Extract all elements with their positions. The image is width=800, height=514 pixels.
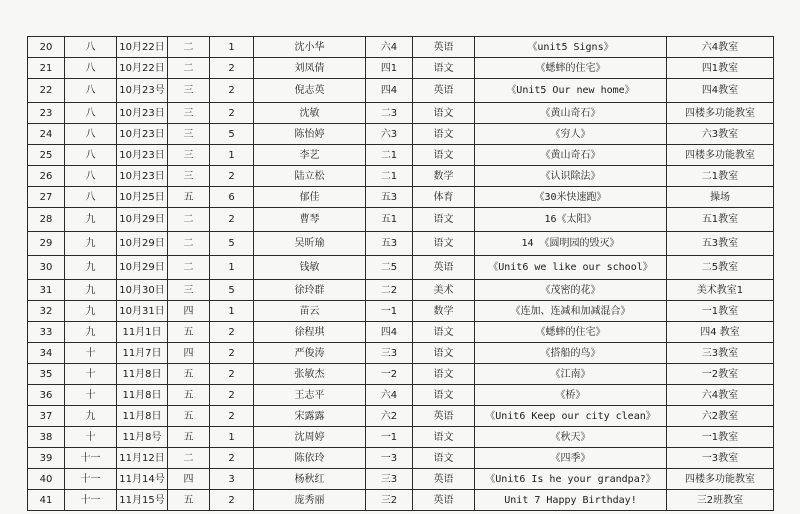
week-cell: 九 bbox=[65, 256, 117, 280]
week-cell: 九 bbox=[65, 280, 117, 301]
table-row bbox=[28, 58, 774, 79]
week-cell: 八 bbox=[65, 79, 117, 103]
date-cell: 11月8日 bbox=[117, 385, 168, 406]
classroom-cell: 三2班教室 bbox=[667, 490, 774, 511]
subject-cell: 语文 bbox=[413, 448, 475, 469]
period-cell: 1 bbox=[210, 37, 254, 58]
lesson-title-cell: 《连加、连减和加减混合》 bbox=[475, 301, 667, 322]
row-number-cell: 21 bbox=[28, 58, 65, 79]
subject-cell: 英语 bbox=[413, 490, 475, 511]
lesson-title-cell: 《穷人》 bbox=[475, 124, 667, 145]
lesson-title-cell: 16《太阳》 bbox=[475, 208, 667, 232]
week-cell: 八 bbox=[65, 37, 117, 58]
weekday-cell: 四 bbox=[168, 301, 210, 322]
period-cell: 1 bbox=[210, 256, 254, 280]
class-cell: 二1 bbox=[366, 145, 413, 166]
class-cell: 四4 bbox=[366, 79, 413, 103]
subject-cell: 英语 bbox=[413, 79, 475, 103]
subject-cell: 语文 bbox=[413, 124, 475, 145]
class-cell: 三3 bbox=[366, 343, 413, 364]
lesson-title-cell: 《四季》 bbox=[475, 448, 667, 469]
classroom-cell: 四4教室 bbox=[667, 79, 774, 103]
subject-cell: 语文 bbox=[413, 385, 475, 406]
teacher-cell: 王志平 bbox=[254, 385, 366, 406]
weekday-cell: 三 bbox=[168, 79, 210, 103]
weekday-cell: 三 bbox=[168, 124, 210, 145]
row-number-cell: 33 bbox=[28, 322, 65, 343]
table-row bbox=[28, 124, 774, 145]
class-cell: 二1 bbox=[366, 166, 413, 187]
teacher-cell: 李艺 bbox=[254, 145, 366, 166]
teacher-cell: 刘凤倩 bbox=[254, 58, 366, 79]
class-cell: 六4 bbox=[366, 385, 413, 406]
classroom-cell: 六4教室 bbox=[667, 37, 774, 58]
week-cell: 八 bbox=[65, 124, 117, 145]
class-cell: 五3 bbox=[366, 232, 413, 256]
lesson-title-cell: 《Unit6 Keep our city clean》 bbox=[475, 406, 667, 427]
week-cell: 十 bbox=[65, 385, 117, 406]
week-cell: 十 bbox=[65, 364, 117, 385]
week-cell: 十 bbox=[65, 427, 117, 448]
period-cell: 3 bbox=[210, 469, 254, 490]
class-cell: 五1 bbox=[366, 208, 413, 232]
subject-cell: 英语 bbox=[413, 256, 475, 280]
period-cell: 2 bbox=[210, 364, 254, 385]
weekday-cell: 四 bbox=[168, 469, 210, 490]
weekday-cell: 五 bbox=[168, 322, 210, 343]
row-number-cell: 40 bbox=[28, 469, 65, 490]
week-cell: 九 bbox=[65, 406, 117, 427]
date-cell: 10月23日 bbox=[117, 103, 168, 124]
teacher-cell: 杨秋红 bbox=[254, 469, 366, 490]
teacher-cell: 陈怡婷 bbox=[254, 124, 366, 145]
row-number-cell: 23 bbox=[28, 103, 65, 124]
table-row bbox=[28, 79, 774, 103]
classroom-cell: 四楼多功能教室 bbox=[667, 469, 774, 490]
weekday-cell: 三 bbox=[168, 166, 210, 187]
class-cell: 四4 bbox=[366, 322, 413, 343]
weekday-cell: 五 bbox=[168, 187, 210, 208]
date-cell: 10月25日 bbox=[117, 187, 168, 208]
date-cell: 10月31日 bbox=[117, 301, 168, 322]
table-row bbox=[28, 427, 774, 448]
classroom-cell: 三3教室 bbox=[667, 343, 774, 364]
week-cell: 九 bbox=[65, 232, 117, 256]
classroom-cell: 美术教室1 bbox=[667, 280, 774, 301]
week-cell: 八 bbox=[65, 103, 117, 124]
date-cell: 10月23日 bbox=[117, 166, 168, 187]
lesson-title-cell: 《30米快速跑》 bbox=[475, 187, 667, 208]
classroom-cell: 一3教室 bbox=[667, 448, 774, 469]
date-cell: 10月22日 bbox=[117, 37, 168, 58]
period-cell: 2 bbox=[210, 448, 254, 469]
period-cell: 1 bbox=[210, 145, 254, 166]
class-cell: 六3 bbox=[366, 124, 413, 145]
teacher-cell: 沈敏 bbox=[254, 103, 366, 124]
teacher-cell: 苗云 bbox=[254, 301, 366, 322]
date-cell: 11月8日 bbox=[117, 364, 168, 385]
date-cell: 11月14号 bbox=[117, 469, 168, 490]
classroom-cell: 四1教室 bbox=[667, 58, 774, 79]
teacher-cell: 张敏杰 bbox=[254, 364, 366, 385]
row-number-cell: 35 bbox=[28, 364, 65, 385]
subject-cell: 语文 bbox=[413, 103, 475, 124]
teacher-cell: 沈小华 bbox=[254, 37, 366, 58]
lesson-title-cell: 《秋天》 bbox=[475, 427, 667, 448]
row-number-cell: 41 bbox=[28, 490, 65, 511]
row-number-cell: 36 bbox=[28, 385, 65, 406]
date-cell: 10月23号 bbox=[117, 79, 168, 103]
class-cell: 一3 bbox=[366, 448, 413, 469]
row-number-cell: 38 bbox=[28, 427, 65, 448]
weekday-cell: 五 bbox=[168, 490, 210, 511]
table-row bbox=[28, 256, 774, 280]
subject-cell: 语文 bbox=[413, 145, 475, 166]
row-number-cell: 39 bbox=[28, 448, 65, 469]
class-cell: 二5 bbox=[366, 256, 413, 280]
date-cell: 11月8日 bbox=[117, 406, 168, 427]
date-cell: 11月12日 bbox=[117, 448, 168, 469]
week-cell: 八 bbox=[65, 187, 117, 208]
row-number-cell: 28 bbox=[28, 208, 65, 232]
classroom-cell: 五3教室 bbox=[667, 232, 774, 256]
teacher-cell: 钱敏 bbox=[254, 256, 366, 280]
subject-cell: 美术 bbox=[413, 280, 475, 301]
period-cell: 1 bbox=[210, 427, 254, 448]
subject-cell: 数学 bbox=[413, 301, 475, 322]
teacher-cell: 严俊涛 bbox=[254, 343, 366, 364]
period-cell: 5 bbox=[210, 232, 254, 256]
period-cell: 2 bbox=[210, 406, 254, 427]
table-row bbox=[28, 364, 774, 385]
table-row bbox=[28, 490, 774, 511]
weekday-cell: 二 bbox=[168, 208, 210, 232]
period-cell: 5 bbox=[210, 124, 254, 145]
class-cell: 五3 bbox=[366, 187, 413, 208]
weekday-cell: 五 bbox=[168, 385, 210, 406]
row-number-cell: 30 bbox=[28, 256, 65, 280]
teacher-cell: 郁佳 bbox=[254, 187, 366, 208]
period-cell: 2 bbox=[210, 385, 254, 406]
weekday-cell: 二 bbox=[168, 37, 210, 58]
lesson-title-cell: 《蟋蟀的住宅》 bbox=[475, 322, 667, 343]
table-row bbox=[28, 145, 774, 166]
lesson-title-cell: 《江南》 bbox=[475, 364, 667, 385]
class-cell: 一1 bbox=[366, 301, 413, 322]
lesson-title-cell: 《黄山奇石》 bbox=[475, 103, 667, 124]
table-row bbox=[28, 166, 774, 187]
teacher-cell: 宋露露 bbox=[254, 406, 366, 427]
row-number-cell: 26 bbox=[28, 166, 65, 187]
subject-cell: 英语 bbox=[413, 37, 475, 58]
table-row bbox=[28, 469, 774, 490]
class-cell: 三2 bbox=[366, 490, 413, 511]
subject-cell: 英语 bbox=[413, 406, 475, 427]
classroom-cell: 四楼多功能教室 bbox=[667, 145, 774, 166]
class-cell: 一1 bbox=[366, 427, 413, 448]
period-cell: 5 bbox=[210, 280, 254, 301]
subject-cell: 语文 bbox=[413, 232, 475, 256]
table-row bbox=[28, 301, 774, 322]
weekday-cell: 三 bbox=[168, 280, 210, 301]
date-cell: 11月1日 bbox=[117, 322, 168, 343]
period-cell: 6 bbox=[210, 187, 254, 208]
period-cell: 2 bbox=[210, 343, 254, 364]
weekday-cell: 五 bbox=[168, 364, 210, 385]
table-row bbox=[28, 448, 774, 469]
open-class-schedule-table bbox=[27, 36, 774, 511]
lesson-title-cell: 《桥》 bbox=[475, 385, 667, 406]
row-number-cell: 20 bbox=[28, 37, 65, 58]
week-cell: 十 bbox=[65, 343, 117, 364]
week-cell: 十一 bbox=[65, 490, 117, 511]
row-number-cell: 31 bbox=[28, 280, 65, 301]
date-cell: 10月23日 bbox=[117, 124, 168, 145]
table-row bbox=[28, 37, 774, 58]
table-row bbox=[28, 232, 774, 256]
classroom-cell: 操场 bbox=[667, 187, 774, 208]
row-number-cell: 25 bbox=[28, 145, 65, 166]
lesson-title-cell: 《茂密的花》 bbox=[475, 280, 667, 301]
weekday-cell: 三 bbox=[168, 103, 210, 124]
row-number-cell: 37 bbox=[28, 406, 65, 427]
lesson-title-cell: 《搭船的鸟》 bbox=[475, 343, 667, 364]
row-number-cell: 22 bbox=[28, 79, 65, 103]
schedule-rows bbox=[28, 37, 774, 511]
date-cell: 10月29日 bbox=[117, 208, 168, 232]
lesson-title-cell: 14 《圆明园的毁灭》 bbox=[475, 232, 667, 256]
week-cell: 八 bbox=[65, 58, 117, 79]
row-number-cell: 29 bbox=[28, 232, 65, 256]
class-cell: 二2 bbox=[366, 280, 413, 301]
date-cell: 11月8号 bbox=[117, 427, 168, 448]
row-number-cell: 27 bbox=[28, 187, 65, 208]
classroom-cell: 四楼多功能教室 bbox=[667, 103, 774, 124]
table-row bbox=[28, 208, 774, 232]
classroom-cell: 六4教室 bbox=[667, 385, 774, 406]
row-number-cell: 34 bbox=[28, 343, 65, 364]
week-cell: 八 bbox=[65, 166, 117, 187]
weekday-cell: 三 bbox=[168, 145, 210, 166]
table-row bbox=[28, 103, 774, 124]
period-cell: 2 bbox=[210, 166, 254, 187]
table-row bbox=[28, 322, 774, 343]
week-cell: 九 bbox=[65, 208, 117, 232]
classroom-cell: 六2教室 bbox=[667, 406, 774, 427]
weekday-cell: 二 bbox=[168, 448, 210, 469]
table-row bbox=[28, 343, 774, 364]
teacher-cell: 吴昕瑜 bbox=[254, 232, 366, 256]
classroom-cell: 一2教室 bbox=[667, 364, 774, 385]
class-cell: 三3 bbox=[366, 469, 413, 490]
period-cell: 2 bbox=[210, 103, 254, 124]
classroom-cell: 四4 教室 bbox=[667, 322, 774, 343]
class-cell: 二3 bbox=[366, 103, 413, 124]
table-row bbox=[28, 280, 774, 301]
period-cell: 2 bbox=[210, 58, 254, 79]
classroom-cell: 一1教室 bbox=[667, 301, 774, 322]
weekday-cell: 五 bbox=[168, 427, 210, 448]
class-cell: 四1 bbox=[366, 58, 413, 79]
date-cell: 10月29日 bbox=[117, 256, 168, 280]
week-cell: 十一 bbox=[65, 448, 117, 469]
week-cell: 九 bbox=[65, 301, 117, 322]
subject-cell: 语文 bbox=[413, 58, 475, 79]
classroom-cell: 六3教室 bbox=[667, 124, 774, 145]
date-cell: 11月15号 bbox=[117, 490, 168, 511]
class-cell: 六4 bbox=[366, 37, 413, 58]
classroom-cell: 一1教室 bbox=[667, 427, 774, 448]
weekday-cell: 二 bbox=[168, 58, 210, 79]
teacher-cell: 陈依玲 bbox=[254, 448, 366, 469]
classroom-cell: 五1教室 bbox=[667, 208, 774, 232]
lesson-title-cell: 《unit5 Signs》 bbox=[475, 37, 667, 58]
lesson-title-cell: 《蟋蟀的住宅》 bbox=[475, 58, 667, 79]
lesson-title-cell: 《Unit6 Is he your grandpa?》 bbox=[475, 469, 667, 490]
weekday-cell: 四 bbox=[168, 343, 210, 364]
subject-cell: 语文 bbox=[413, 208, 475, 232]
classroom-cell: 二1教室 bbox=[667, 166, 774, 187]
period-cell: 2 bbox=[210, 490, 254, 511]
lesson-title-cell: 《Unit5 Our new home》 bbox=[475, 79, 667, 103]
row-number-cell: 24 bbox=[28, 124, 65, 145]
subject-cell: 语文 bbox=[413, 364, 475, 385]
subject-cell: 体育 bbox=[413, 187, 475, 208]
teacher-cell: 陆立松 bbox=[254, 166, 366, 187]
table-row bbox=[28, 406, 774, 427]
class-cell: 六2 bbox=[366, 406, 413, 427]
teacher-cell: 曹琴 bbox=[254, 208, 366, 232]
teacher-cell: 沈周婷 bbox=[254, 427, 366, 448]
lesson-title-cell: Unit 7 Happy Birthday! bbox=[475, 490, 667, 511]
week-cell: 九 bbox=[65, 322, 117, 343]
period-cell: 1 bbox=[210, 301, 254, 322]
week-cell: 十一 bbox=[65, 469, 117, 490]
subject-cell: 语文 bbox=[413, 322, 475, 343]
period-cell: 2 bbox=[210, 208, 254, 232]
lesson-title-cell: 《认识除法》 bbox=[475, 166, 667, 187]
table-row bbox=[28, 385, 774, 406]
weekday-cell: 二 bbox=[168, 256, 210, 280]
row-number-cell: 32 bbox=[28, 301, 65, 322]
subject-cell: 英语 bbox=[413, 469, 475, 490]
table-row bbox=[28, 187, 774, 208]
teacher-cell: 庞秀丽 bbox=[254, 490, 366, 511]
date-cell: 10月23日 bbox=[117, 145, 168, 166]
lesson-title-cell: 《Unit6 we like our school》 bbox=[475, 256, 667, 280]
date-cell: 11月7日 bbox=[117, 343, 168, 364]
lesson-title-cell: 《黄山奇石》 bbox=[475, 145, 667, 166]
date-cell: 10月29日 bbox=[117, 232, 168, 256]
subject-cell: 语文 bbox=[413, 343, 475, 364]
subject-cell: 数学 bbox=[413, 166, 475, 187]
weekday-cell: 五 bbox=[168, 406, 210, 427]
date-cell: 10月30日 bbox=[117, 280, 168, 301]
teacher-cell: 徐玲群 bbox=[254, 280, 366, 301]
class-cell: 一2 bbox=[366, 364, 413, 385]
classroom-cell: 二5教室 bbox=[667, 256, 774, 280]
period-cell: 2 bbox=[210, 79, 254, 103]
week-cell: 八 bbox=[65, 145, 117, 166]
subject-cell: 语文 bbox=[413, 427, 475, 448]
teacher-cell: 倪志英 bbox=[254, 79, 366, 103]
weekday-cell: 二 bbox=[168, 232, 210, 256]
period-cell: 2 bbox=[210, 322, 254, 343]
teacher-cell: 徐程琪 bbox=[254, 322, 366, 343]
date-cell: 10月22日 bbox=[117, 58, 168, 79]
